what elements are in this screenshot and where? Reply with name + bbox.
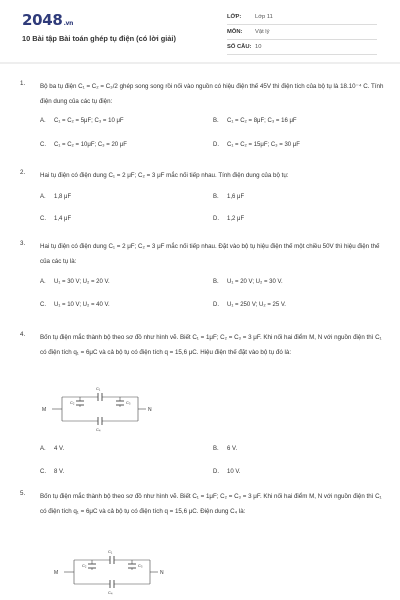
option-d[interactable] bbox=[213, 142, 300, 148]
terminal-m-label: M bbox=[42, 407, 47, 413]
meta-value: 10 bbox=[255, 44, 262, 50]
option-d[interactable] bbox=[213, 469, 240, 475]
option-text: 10 V. bbox=[227, 469, 241, 475]
option-a[interactable] bbox=[40, 194, 71, 200]
option-c[interactable] bbox=[40, 302, 110, 308]
cap-label: C₂ bbox=[82, 563, 87, 568]
circuit-diagram bbox=[52, 546, 172, 596]
terminal-n-label: N bbox=[148, 407, 152, 413]
site-logo[interactable] bbox=[22, 11, 73, 29]
option-a[interactable] bbox=[40, 446, 64, 452]
option-text: U₁ = 20 V; U₂ = 30 V. bbox=[227, 279, 283, 285]
option-b[interactable] bbox=[213, 194, 244, 200]
option-text: C₁ = C₂ = 10μF; C₃ = 20 μF bbox=[54, 142, 127, 148]
question-text: Bộ ba tụ điện C₁ = C₂ = C₃/2 ghép song song rồi nối vào nguồn có hiệu điện thế 45V thì điện tích của bộ tụ là 18.10⁻⁴ C. Tính điện dung của các tụ điện: bbox=[40, 83, 384, 105]
option-letter: C. bbox=[40, 302, 46, 308]
question-number: 5. bbox=[20, 490, 26, 497]
header-divider bbox=[0, 62, 400, 64]
option-c[interactable] bbox=[40, 142, 127, 148]
meta-label: SỐ CÂU: bbox=[227, 44, 252, 50]
cap-label: C₁ bbox=[96, 386, 101, 391]
question-text: Bốn tụ điện mắc thành bộ theo sơ đồ như hình vẽ. Biết C₁ = 1μF; C₂ = C₃ = 3 μF. Khi nối hai điểm M, N với nguồn điện thì C₁ có điện tích q₁ = 6μC và cả bộ tụ có điện tích q = 15,6 μC. Hiệu điện thế đặt vào bộ tụ đó là: bbox=[40, 334, 382, 356]
question-number: 2. bbox=[20, 169, 26, 176]
option-letter: A. bbox=[40, 446, 46, 452]
capacitor-plates bbox=[76, 393, 124, 425]
cap-label: C₄ bbox=[96, 427, 101, 432]
option-text: U₁ = 30 V; U₂ = 20 V. bbox=[54, 279, 110, 285]
question-text: Hai tụ điện có điện dung C₁ = 2 μF; C₂ = 3 μF mắc nối tiếp nhau. Tính điện dung của bộ tụ: bbox=[40, 172, 289, 179]
option-a[interactable] bbox=[40, 118, 124, 124]
option-text: U₁ = 250 V; U₂ = 25 V. bbox=[227, 302, 286, 308]
option-d[interactable] bbox=[213, 302, 286, 308]
option-text: C₁ = C₂ = 15μF; C₃ = 30 μF bbox=[227, 142, 300, 148]
option-letter: D. bbox=[213, 302, 219, 308]
option-b[interactable] bbox=[213, 118, 297, 124]
question-text: Hai tụ điện có điện dung C₁ = 2 μF; C₂ = 3 μF mắc nối tiếp nhau. Đặt vào bộ tụ hiệu điện thế một chiều 50V thì hiệu điện thế của các tụ là: bbox=[40, 243, 380, 265]
question-number: 4. bbox=[20, 331, 26, 338]
document-header bbox=[0, 0, 400, 66]
option-letter: A. bbox=[40, 118, 46, 124]
logo-text: 2048 bbox=[22, 11, 63, 29]
meta-label: LỚP: bbox=[227, 14, 242, 20]
terminal-n-label: N bbox=[160, 570, 164, 576]
cap-label: C₂ bbox=[70, 400, 75, 405]
option-c[interactable] bbox=[40, 469, 64, 475]
option-text: 1,6 μF bbox=[227, 194, 245, 200]
cap-label: C₃ bbox=[126, 400, 131, 405]
meta-row-class bbox=[227, 12, 377, 25]
option-letter: D. bbox=[213, 216, 219, 222]
document-title: 10 Bài tập Bài toán ghép tụ điện (có lời giải) bbox=[22, 34, 176, 43]
option-letter: B. bbox=[213, 279, 219, 285]
option-letter: B. bbox=[213, 194, 219, 200]
option-text: U₁ = 10 V; U₂ = 40 V. bbox=[54, 302, 110, 308]
option-letter: C. bbox=[40, 142, 46, 148]
option-b[interactable] bbox=[213, 446, 237, 452]
option-letter: D. bbox=[213, 142, 219, 148]
option-letter: C. bbox=[40, 469, 46, 475]
question-number: 1. bbox=[20, 80, 26, 87]
circuit-wires bbox=[64, 560, 158, 584]
option-letter: C. bbox=[40, 216, 46, 222]
option-text: C₁ = C₂ = 8μF; C₃ = 16 μF bbox=[227, 118, 297, 124]
cap-label: C₃ bbox=[138, 563, 143, 568]
option-a[interactable] bbox=[40, 279, 110, 285]
option-text: 1,2 μF bbox=[227, 216, 245, 222]
option-text: 1,8 μF bbox=[54, 194, 72, 200]
option-text: 4 V. bbox=[54, 446, 65, 452]
capacitor-plates bbox=[88, 556, 136, 588]
option-letter: A. bbox=[40, 194, 46, 200]
option-text: 1,4 μF bbox=[54, 216, 72, 222]
option-text: 8 V. bbox=[54, 469, 65, 475]
meta-row-count bbox=[227, 42, 377, 55]
option-d[interactable] bbox=[213, 216, 244, 222]
option-c[interactable] bbox=[40, 216, 71, 222]
cap-label: C₄ bbox=[108, 590, 113, 595]
meta-value: Lớp 11 bbox=[255, 14, 273, 20]
option-b[interactable] bbox=[213, 279, 283, 285]
terminal-m-label: M bbox=[54, 570, 59, 576]
logo-suffix: .vn bbox=[63, 20, 74, 27]
question-text: Bốn tụ điện mắc thành bộ theo sơ đồ như hình vẽ. Biết C₁ = 1μF; C₂ = C₃ = 3 μF. Khi nối hai điểm M, N với nguồn điện thì C₁ có điện tích q₁ = 6μC và cả bộ tụ có điện tích q = 15,6 μC. Điện dung C₄ là: bbox=[40, 493, 382, 515]
meta-label: MÔN: bbox=[227, 29, 243, 35]
circuit-diagram bbox=[40, 383, 160, 433]
question-number: 3. bbox=[20, 240, 26, 247]
circuit-wires bbox=[52, 397, 146, 421]
option-letter: B. bbox=[213, 446, 219, 452]
option-text: C₁ = C₂ = 5μF; C₃ = 10 μF bbox=[54, 118, 124, 124]
cap-label: C₁ bbox=[108, 549, 113, 554]
option-text: 6 V. bbox=[227, 446, 238, 452]
meta-row-subject bbox=[227, 27, 377, 40]
option-letter: B. bbox=[213, 118, 219, 124]
option-letter: D. bbox=[213, 469, 219, 475]
meta-value: Vật lý bbox=[255, 29, 270, 35]
option-letter: A. bbox=[40, 279, 46, 285]
